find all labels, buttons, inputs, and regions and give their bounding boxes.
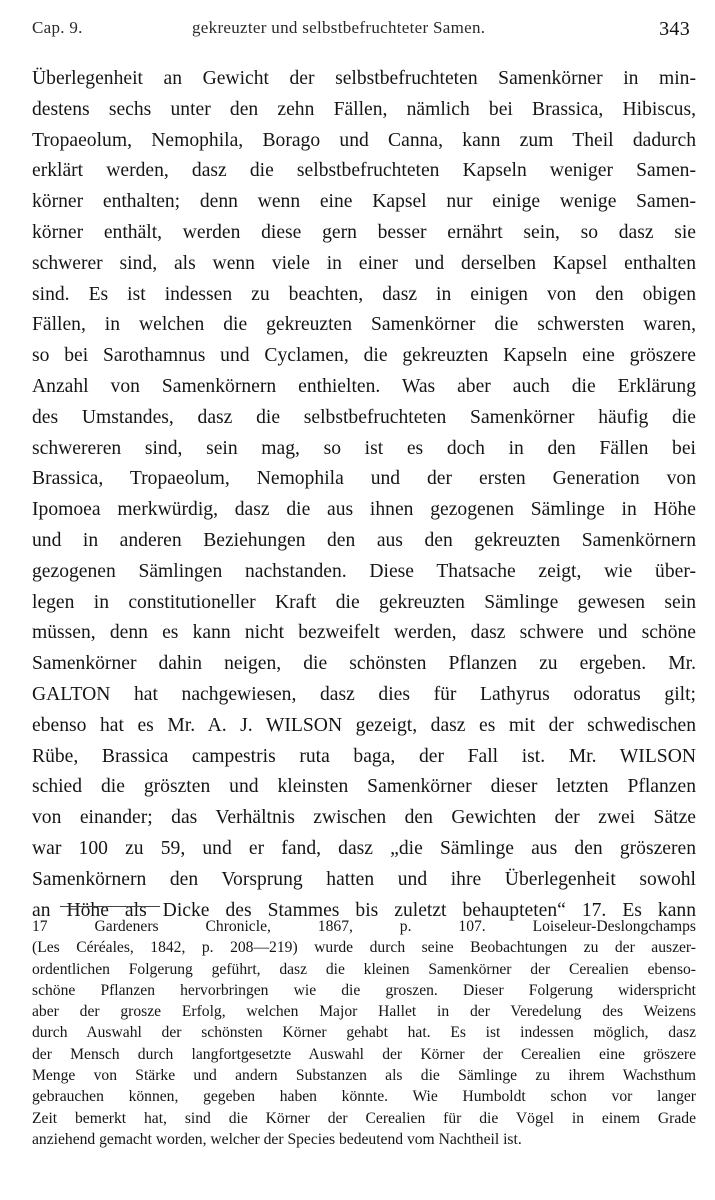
text-line: sind. Es ist indessen zu beachten, dasz in einigen von den obigen	[32, 283, 696, 305]
text-line: Ipomoea merkwürdig, dasz die aus ihnen gezogenen Sämlinge in Höhe	[32, 499, 696, 521]
footnote-line: (Les Céréales, 1842, p. 208—219) wurde durch seine Beobachtungen zu der auszer-	[32, 939, 696, 957]
text-line: Fällen, in welchen die gekreuzten Samenkörner die schwersten waren,	[32, 314, 696, 336]
page-number: 343	[659, 18, 690, 40]
footnote-line: aber der grosze Erfolg, welchen Major Hallet in der Veredelung des Weizens	[32, 1003, 696, 1021]
text-line: Brassica, Tropaeolum, Nemophila und der ersten Generation von	[32, 468, 696, 490]
text-line: und in anderen Beziehungen den aus den gekreuzten Samenkörnern	[32, 529, 696, 551]
chapter-label: Cap. 9.	[32, 18, 83, 37]
footnote-line: der Mensch durch langfortgesetzte Auswahl der Körner der Cerealien eine gröszere	[32, 1045, 696, 1063]
footnote-line: schöne Pflanzen hervorbringen wie die groszen. Dieser Folgerung widerspricht	[32, 981, 696, 999]
footnote-line: anziehend gemacht worden, welcher der Species bedeutend vom Nachtheil ist.	[32, 1130, 522, 1148]
text-line: müssen, denn es kann nicht bezweifelt werden, dasz schwere und schöne	[32, 622, 696, 644]
text-line: destens sechs unter den zehn Fällen, nämlich bei Brassica, Hibiscus,	[32, 98, 696, 120]
footnote-rule	[60, 906, 160, 907]
footnote-line: 17 Gardeners Chronicle, 1867, p. 107. Loiseleur-Deslongchamps	[32, 918, 696, 935]
text-line: ebenso hat es Mr. A. J. WILSON gezeigt, dasz es mit der schwedischen	[32, 714, 696, 736]
text-line: Samenkörnern den Vorsprung hatten und ihre Überlegenheit sowohl	[32, 868, 696, 890]
text-line: schwerer sind, als wenn viele in einer und derselben Kapsel enthalten	[32, 252, 696, 274]
text-line: war 100 zu 59, und er fand, dasz „die Sämlinge aus den gröszeren	[32, 837, 696, 859]
text-line: Überlegenheit an Gewicht der selbstbefruchteten Samenkörner in min-	[32, 68, 696, 89]
footnote-line: gebrauchen können, gegeben haben könnte. Wie Humboldt schon vor langer	[32, 1088, 696, 1106]
text-line: Rübe, Brassica campestris ruta baga, der Fall ist. Mr. WILSON	[32, 745, 696, 767]
text-line: körner enthält, werden diese gern besser ernährt sein, so dasz sie	[32, 221, 696, 243]
footnote-line: Menge von Stärke und andern Substanzen als die Sämlinge zu ihrem Wachsthum	[32, 1067, 696, 1085]
text-line: körner enthalten; denn wenn eine Kapsel nur einige wenige Samen-	[32, 191, 696, 213]
text-line: GALTON hat nachgewiesen, dasz dies für Lathyrus odoratus gilt;	[32, 683, 696, 705]
text-line: schied die gröszten und kleinsten Samenkörner dieser letzten Pflanzen	[32, 776, 696, 798]
main-text	[32, 64, 696, 926]
footnote-line: durch Auswahl der schönsten Körner gehabt hat. Es ist indessen möglich, dasz	[32, 1024, 696, 1042]
text-line: Anzahl von Samenkörnern enthielten. Was aber auch die Erklärung	[32, 375, 696, 397]
text-line: Tropaeolum, Nemophila, Borago und Canna, kann zum Theil dadurch	[32, 129, 696, 151]
footnote-line: Zeit bemerkt hat, sind die Körner der Cerealien für die Vögel in einem Grade	[32, 1109, 696, 1127]
running-title: gekreuzter und selbstbefruchteter Samen.	[192, 18, 486, 37]
footnote-line: ordentlichen Folgerung geführt, dasz die kleinen Samenkörner der Cerealien ebenso-	[32, 960, 696, 978]
text-line: von einander; das Verhältnis zwischen den Gewichten der zwei Sätze	[32, 807, 696, 829]
footnotes	[32, 916, 696, 1150]
text-line: schwereren sind, sein mag, so ist es doch in den Fällen bei	[32, 437, 696, 459]
text-line: Samenkörner dahin neigen, die schönsten Pflanzen zu ergeben. Mr.	[32, 653, 696, 675]
text-line: legen in constitutioneller Kraft die gekreuzten Sämlinge gewesen sein	[32, 591, 696, 613]
text-line: erklärt werden, dasz die selbstbefruchteten Kapseln weniger Samen-	[32, 160, 696, 182]
text-line: des Umstandes, dasz die selbstbefruchteten Samenkörner häufig die	[32, 406, 696, 428]
text-line: gezogenen Sämlingen nachstanden. Diese Thatsache zeigt, wie über-	[32, 560, 696, 582]
text-line: so bei Sarothamnus und Cyclamen, die gekreuzten Kapseln eine gröszere	[32, 345, 696, 367]
running-header	[32, 14, 692, 44]
text-line: an Höhe als Dicke des Stammes bis zuletzt behaupteten“ 17. Es kann	[32, 899, 696, 921]
